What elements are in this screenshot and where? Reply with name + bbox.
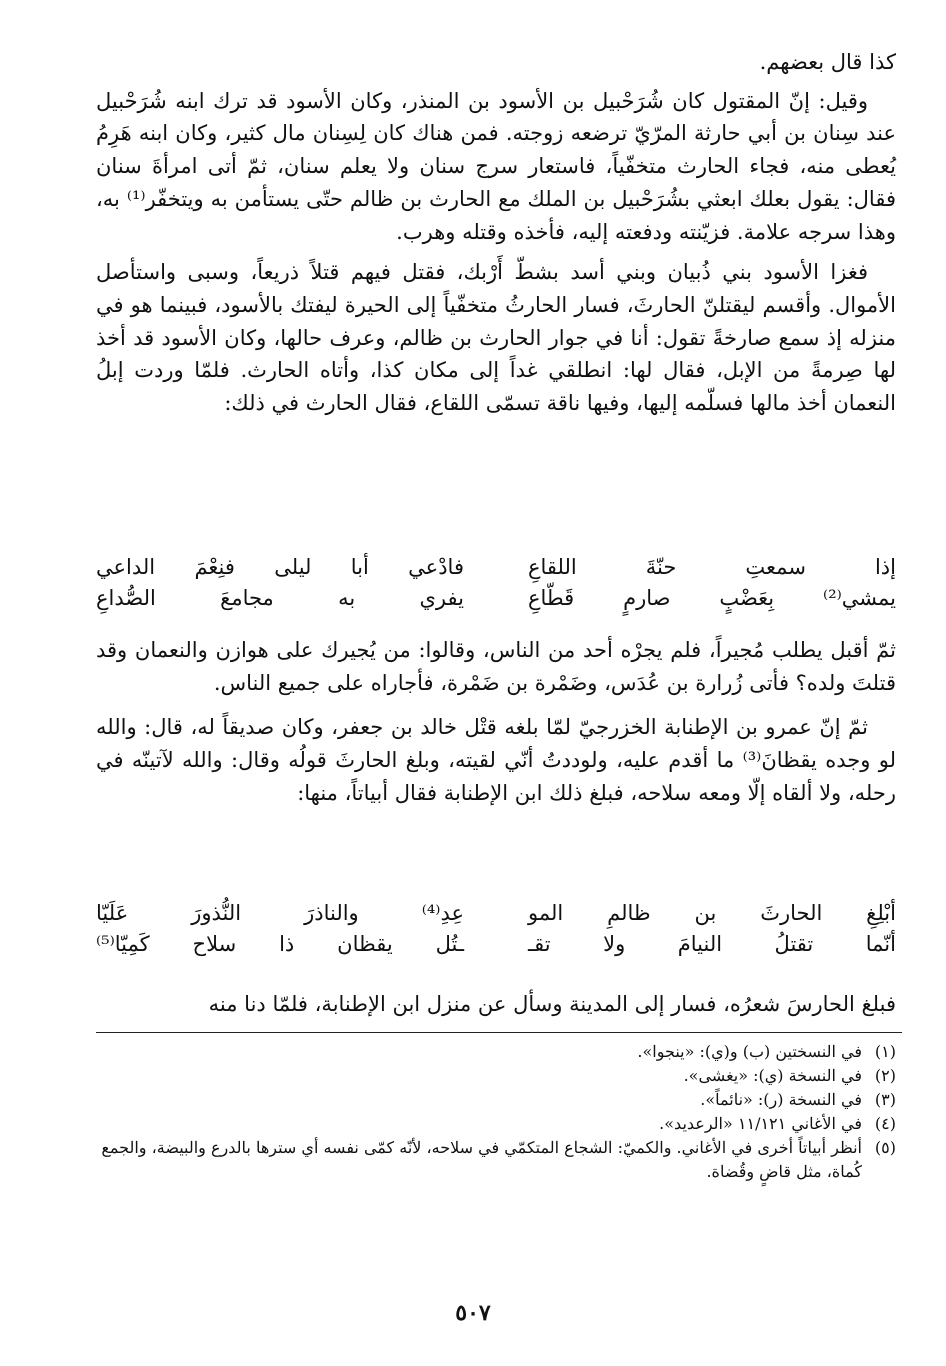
second-hemistich: عِدِ⁽⁴⁾ والناذرَ النُّذورَ عَلَيّا xyxy=(96,901,464,925)
footnote xyxy=(96,1136,896,1184)
paragraph-4: ثمّ أقبل يطلب مُجيراً، فلم يجرْه أحد من الناس، وقالوا: من يُجيرك على هوازن والنعمان وقد قتلتَ ولده؟ فأتى زُرارة بن عُدَس، وضَمْرة بن ضَمْرة، فأجاراه على جميع الناس. xyxy=(96,638,896,695)
footnote-text: في النسخة (ر): «نائماً». xyxy=(700,1090,862,1109)
paragraph-5: ثمّ إنّ عمرو بن الإطنابة الخزرجيّ لمّا بلغه قتْل خالد بن جعفر، وكان صديقاً له، قال: والله لو وجده يقظانَ⁽³⁾ ما أقدم عليه، ولوددتُ أنّي لقيته، وبلغ الحارثَ قولُه وقال: والله لآتينّه في رحله، ولا ألقاه إلّا ومعه سلاحه، فبلغ ذلك ابن الإطنابة فقال أبياتاً، منها: xyxy=(96,715,896,805)
verse-line xyxy=(96,929,896,960)
paragraph-2: وقيل: إنّ المقتول كان شُرَحْبيل بن الأسود بن المنذر، وكان الأسود قد ترك ابنه شُرَحْبيل عند سِنان بن أبي حارثة المرّيّ ترضعه زوجته. فمن هناك كان لِسِنان مال كثير، وكان ابنه هَرِمُ يُعطى منه، فجاء الحارث متخفّياً، فاستعار سرج سنان ولا يعلم سنان، ثمّ أتى امرأةَ سنان فقال: يقول بعلك ابعثي بشُرَحْبيل بن الملك مع الحارث بن ظالم حتّى يستأمن به ويتخفّر⁽¹⁾ به، وهذا سرجه علامة. فزيّنته ودفعته إليه، فأخذه وقتله وهرب. xyxy=(96,88,896,244)
footnote-text: في النسخة (ي): «يغشى». xyxy=(683,1066,862,1085)
footnote xyxy=(96,1112,896,1136)
text-section-1 xyxy=(96,46,896,420)
first-hemistich: أبْلِغِ الحارثَ بن ظالمِ المو xyxy=(528,901,896,925)
paragraph-3: فغزا الأسود بني ذُبيان وبني أسد بشطّ أَرْبك، فقتل فيهم قتلاً ذريعاً، وسبى واستأصل الأموال. وأقسم ليقتلنّ الحارثَ، فسار الحارثُ متخفّياً إلى الحيرة ليفتك بالأسود، فبينما هو في منزله إذ سمع صارخةً تقول: أنا في جوار الحارث بن ظالم، وعرف حالها، وكان الأسود قد أخذ لها صِرمةً من الإبل، فقال لها: انطلقي غداً إلى مكان كذا، وأتاه الحارث. فلمّا وردت إبلُ النعمان أخذ مالها فسلّمه إليها، وفيها ناقة تسمّى اللقاع، فقال الحارث في ذلك: xyxy=(96,260,896,416)
footnote-number: (٣) xyxy=(874,1090,896,1109)
poem-2 xyxy=(96,898,896,960)
footnote-divider xyxy=(96,1032,902,1033)
first-hemistich: يمشي⁽²⁾ بِعَضْبٍ صارمٍ قَطّاعِ xyxy=(528,586,896,610)
verse-line xyxy=(96,583,896,614)
first-hemistich: إذا سمعتِ حنّةَ اللقاعِ xyxy=(528,555,896,579)
page-number: ٥٠٧ xyxy=(455,1300,491,1326)
footnotes xyxy=(96,1040,896,1184)
first-hemistich: أنّما تقتلُ النيامَ ولا تقـ xyxy=(528,932,896,956)
footnote-number: (٢) xyxy=(874,1066,896,1085)
footnote xyxy=(96,1040,896,1064)
paragraph-6: فبلغ الحارسَ شعرُه، فسار إلى المدينة وسأل عن منزل ابن الإطنابة، فلمّا دنا منه xyxy=(208,992,896,1016)
footnote-number: (١) xyxy=(874,1042,896,1061)
second-hemistich: يفري به مجامعَ الصُّداعِ xyxy=(96,586,464,610)
footnote-number: (٤) xyxy=(874,1114,896,1133)
text-section-3 xyxy=(96,988,896,1021)
footnote-text: في النسختين (ب) و(ي): «ينجوا». xyxy=(637,1042,862,1061)
second-hemistich: ـتُل يقظان ذا سلاح كَمِيّا⁽⁵⁾ xyxy=(96,932,464,956)
footnote-text: أنظر أبياتاً أخرى في الأغاني. والكميّ: الشجاع المتكمّي في سلاحه، لأنّه كمّى نفسه أي سترها بالدرع والبيضة، والجمع كُماة، مثل قاضٍ وقُضاة. xyxy=(101,1138,862,1181)
footnote xyxy=(96,1064,896,1088)
footnote-text: في الأغاني ١١/١٢١ «الرعديد». xyxy=(659,1114,862,1133)
footnote-number: (٥) xyxy=(874,1138,896,1157)
second-hemistich: فادْعي أبا ليلى فنِعْمَ الداعي xyxy=(96,555,464,579)
footnote xyxy=(96,1088,896,1112)
verse-line xyxy=(96,552,896,583)
paragraph-1: كذا قال بعضهم. xyxy=(759,50,896,74)
text-section-2 xyxy=(96,634,896,810)
poem-1 xyxy=(96,552,896,614)
verse-line xyxy=(96,898,896,929)
